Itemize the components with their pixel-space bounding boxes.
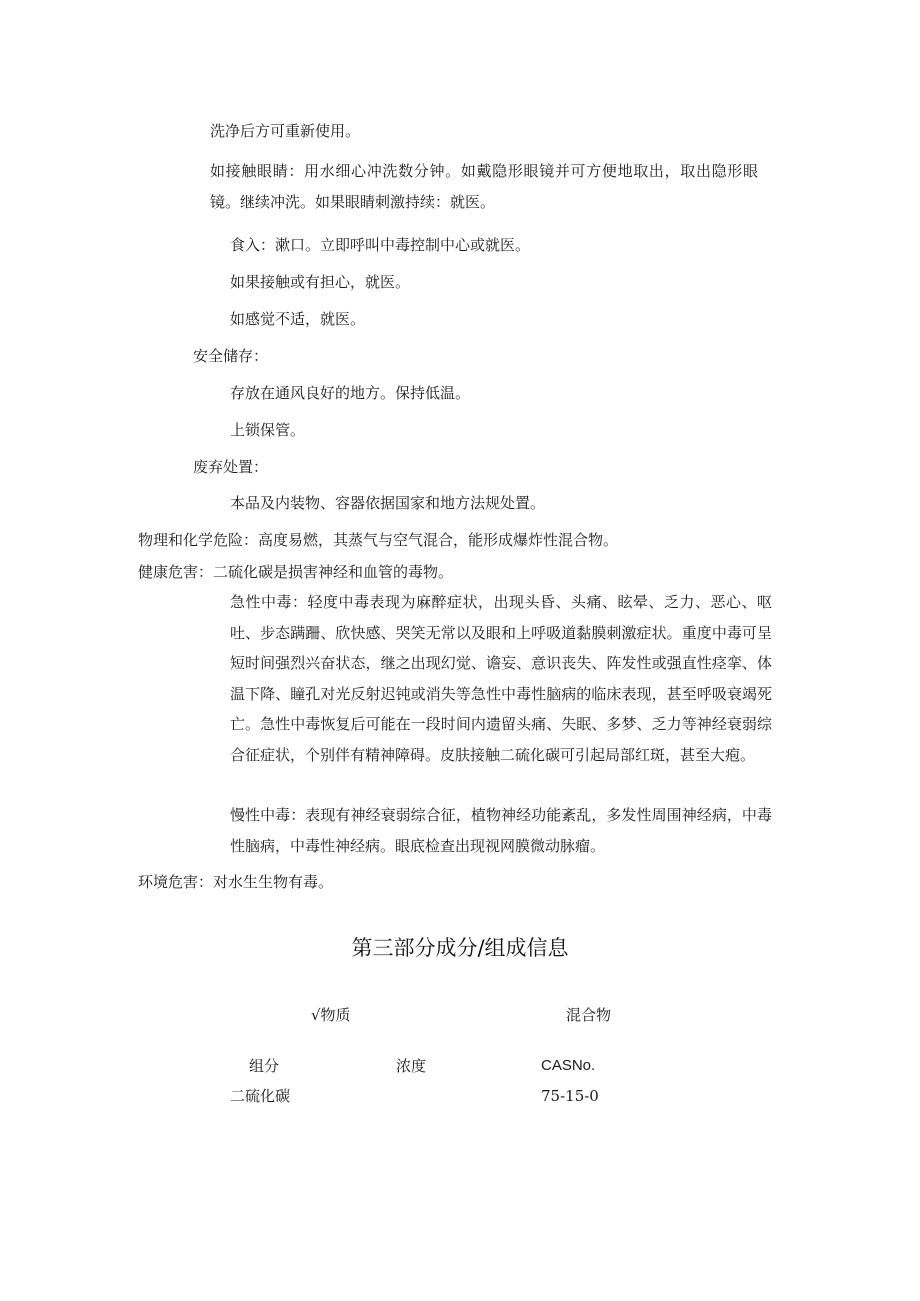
- storage-line-2: 上锁保管。: [230, 421, 306, 439]
- chronic-poisoning: 慢性中毒：表现有神经衰弱综合征，植物神经功能紊乱，多发性周围神经病，中毒性脑病，中毒性神经病。眼底检查出现视网膜微动脉瘤。: [230, 806, 772, 855]
- table-header-component: 组分: [249, 1057, 280, 1075]
- physical-chemical-hazard: 物理和化学危险：高度易燃，其蒸气与空气混合，能形成爆炸性混合物。: [138, 531, 619, 549]
- first-aid-eye-contact: 如接触眼睛：用水细心冲洗数分钟。如戴隐形眼镜并可方便地取出，取出隐形眼镜。继续冲洗。如果眼睛刺激持续：就医。: [210, 162, 758, 211]
- table-header-concentration: 浓度: [396, 1057, 427, 1075]
- table-cell-cas: 75-15-0: [541, 1087, 599, 1105]
- environment-hazard: 环境危害：对水生生物有毒。: [138, 873, 334, 891]
- storage-line-1: 存放在通风良好的地方。保持低温。: [230, 384, 471, 402]
- health-hazard: 健康危害：二硫化碳是损害神经和血管的毒物。: [138, 563, 454, 581]
- storage-heading: 安全储存：: [193, 347, 269, 365]
- mixture-option: 混合物: [566, 1006, 612, 1024]
- table-cell-component: 二硫化碳: [230, 1087, 291, 1105]
- acute-poisoning: 急性中毒：轻度中毒表现为麻醉症状，出现头昏、头痛、眩晕、乏力、恶心、呕吐、步态蹒跚、欣快感、哭笑无常以及眼和上呼吸道黏膜刺激症状。重度中毒可呈短时间强烈兴奋状态，继之出现幻觉、谵妄、意识丧失、阵发性或强直性痉挛、体温下降、瞳孔对光反射迟钝或消失等急性中毒性脑病的临床表现，甚至呼吸衰竭死亡。急性中毒恢复后可能在一段时间内遗留头痛、失眠、多梦、乏力等神经衰弱综合征症状，个别伴有精神障碍。皮肤接触二硫化碳可引起局部红斑，甚至大疱。: [230, 593, 772, 764]
- section-3-title: 第三部分成分/组成信息: [351, 936, 569, 960]
- substance-option: √物质: [311, 1006, 351, 1024]
- table-header-cas: CASNo.: [541, 1057, 596, 1074]
- first-aid-wash-line: 洗净后方可重新使用。: [210, 122, 361, 140]
- first-aid-unwell: 如感觉不适，就医。: [230, 310, 366, 328]
- first-aid-ingestion: 食入：漱口。立即呼叫中毒控制中心或就医。: [230, 236, 531, 254]
- first-aid-exposed: 如果接触或有担心，就医。: [230, 273, 411, 291]
- disposal-line-1: 本品及内装物、容器依据国家和地方法规处置。: [230, 494, 546, 512]
- disposal-heading: 废弃处置：: [193, 458, 269, 476]
